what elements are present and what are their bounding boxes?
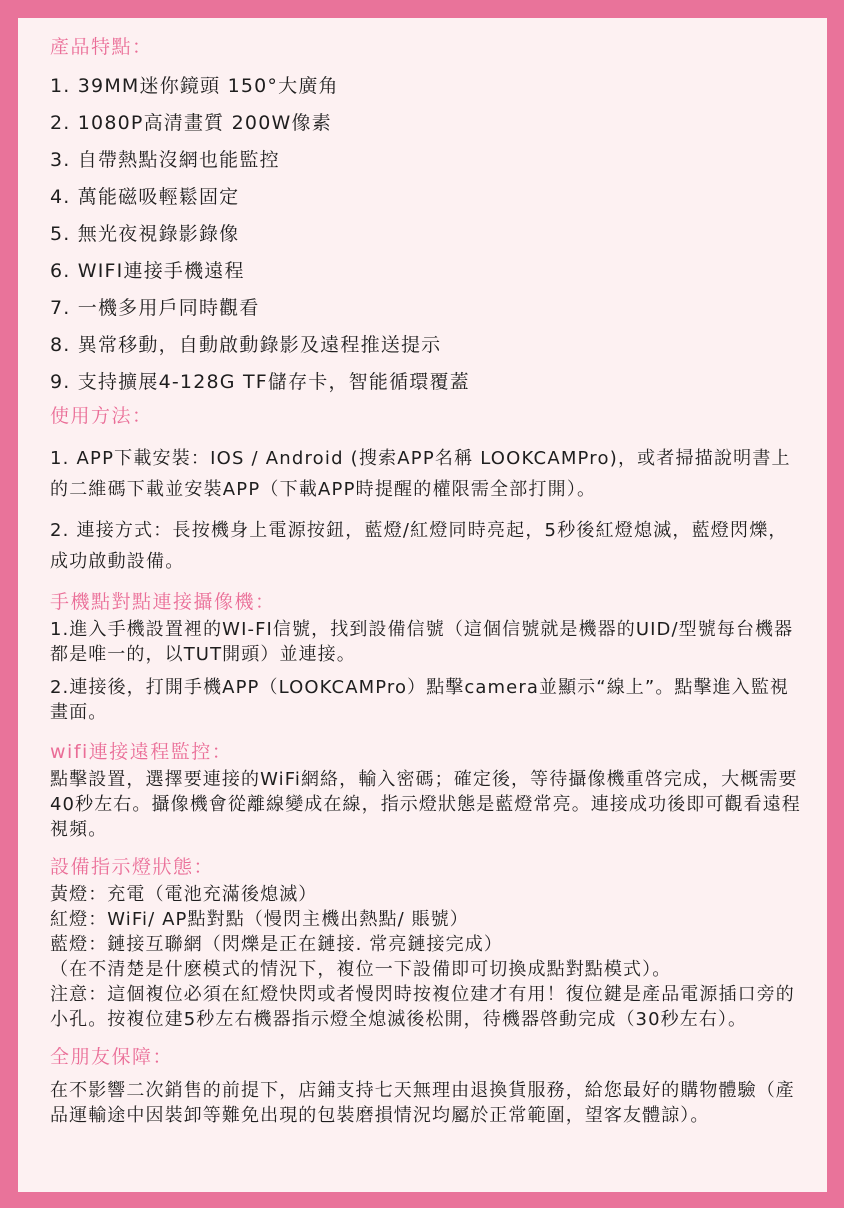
content-card xyxy=(18,18,827,1192)
feature-item: 7. 一機多用戶同時觀看 xyxy=(50,297,260,319)
indicator-yellow: 黃燈：充電（電池充滿後熄滅） xyxy=(50,884,318,905)
wifi-text: 點擊設置，選擇要連接的WiFi網絡，輸入密碼；確定後，等待攝像機重啓完成，大概需要40秒左右。攝像機會從離線變成在線，指示燈狀態是藍燈常亮。連接成功後即可觀看遠程視頻。 xyxy=(50,769,801,840)
feature-item: 2. 1080P高清畫質 200W像素 xyxy=(50,112,332,134)
warranty-text: 在不影響二次銷售的前提下，店鋪支持七天無理由退換貨服務，給您最好的購物體驗（產品運輸途中因裝卸等難免出現的包裝磨損情況均屬於正常範圍，望客友體諒）。 xyxy=(50,1080,795,1126)
p2p-step-2: 2.連接後，打開手機APP（LOOKCAMPro）點擊camera並顯示“線上”。點擊進入監視畫面。 xyxy=(50,677,790,723)
p2p-step-1: 1.進入手機設置裡的WI-FI信號，找到設備信號（這個信號就是機器的UID/型號每台機器都是唯一的，以TUT開頭）並連接。 xyxy=(50,619,794,665)
features-heading: 產品特點： xyxy=(50,36,153,58)
feature-item: 4. 萬能磁吸輕鬆固定 xyxy=(50,186,240,208)
usage-heading: 使用方法： xyxy=(50,405,153,427)
indicator-reset: （在不清楚是什麽模式的情況下，複位一下設備即可切換成點對點模式）。 xyxy=(50,959,672,980)
indicator-blue: 藍燈：鏈接互聯網（閃爍是正在鏈接. 常亮鏈接完成） xyxy=(50,934,503,955)
wifi-heading: wifi連接遠程監控： xyxy=(50,741,233,763)
feature-item: 5. 無光夜視錄影錄像 xyxy=(50,223,240,245)
feature-item: 1. 39MM迷你鏡頭 150°大廣角 xyxy=(50,75,339,97)
usage-step-2: 2. 連接方式：長按機身上電源按鈕，藍燈/紅燈同時亮起，5秒後紅燈熄滅，藍燈閃爍，成功啟動設備。 xyxy=(50,520,788,572)
indicator-red: 紅燈：WiFi/ AP點對點（慢閃主機出熱點/ 賬號） xyxy=(50,909,469,930)
usage-step-1: 1. APP下載安裝：IOS / Android (搜索APP名稱 LOOKCAMPro)，或者掃描說明書上的二維碼下載並安裝APP（下載APP時提醒的權限需全部打開）。 xyxy=(50,448,791,500)
indicator-note: 注意：這個複位必須在紅燈快閃或者慢閃時按複位建才有用！復位鍵是產品電源插口旁的小孔。按複位建5秒左右機器指示燈全熄滅後松開，待機器啓動完成（30秒左右）。 xyxy=(50,984,795,1030)
indicator-heading: 設備指示燈狀態： xyxy=(50,856,215,878)
p2p-heading: 手機點對點連接攝像機： xyxy=(50,591,276,613)
feature-item: 9. 支持擴展4-128G TF儲存卡，智能循環覆蓋 xyxy=(50,371,470,393)
feature-item: 8. 異常移動，自動啟動錄影及遠程推送提示 xyxy=(50,334,442,356)
warranty-heading: 全朋友保障： xyxy=(50,1046,174,1068)
feature-item: 6. WIFI連接手機遠程 xyxy=(50,260,245,282)
feature-item: 3. 自帶熱點沒網也能監控 xyxy=(50,149,280,171)
